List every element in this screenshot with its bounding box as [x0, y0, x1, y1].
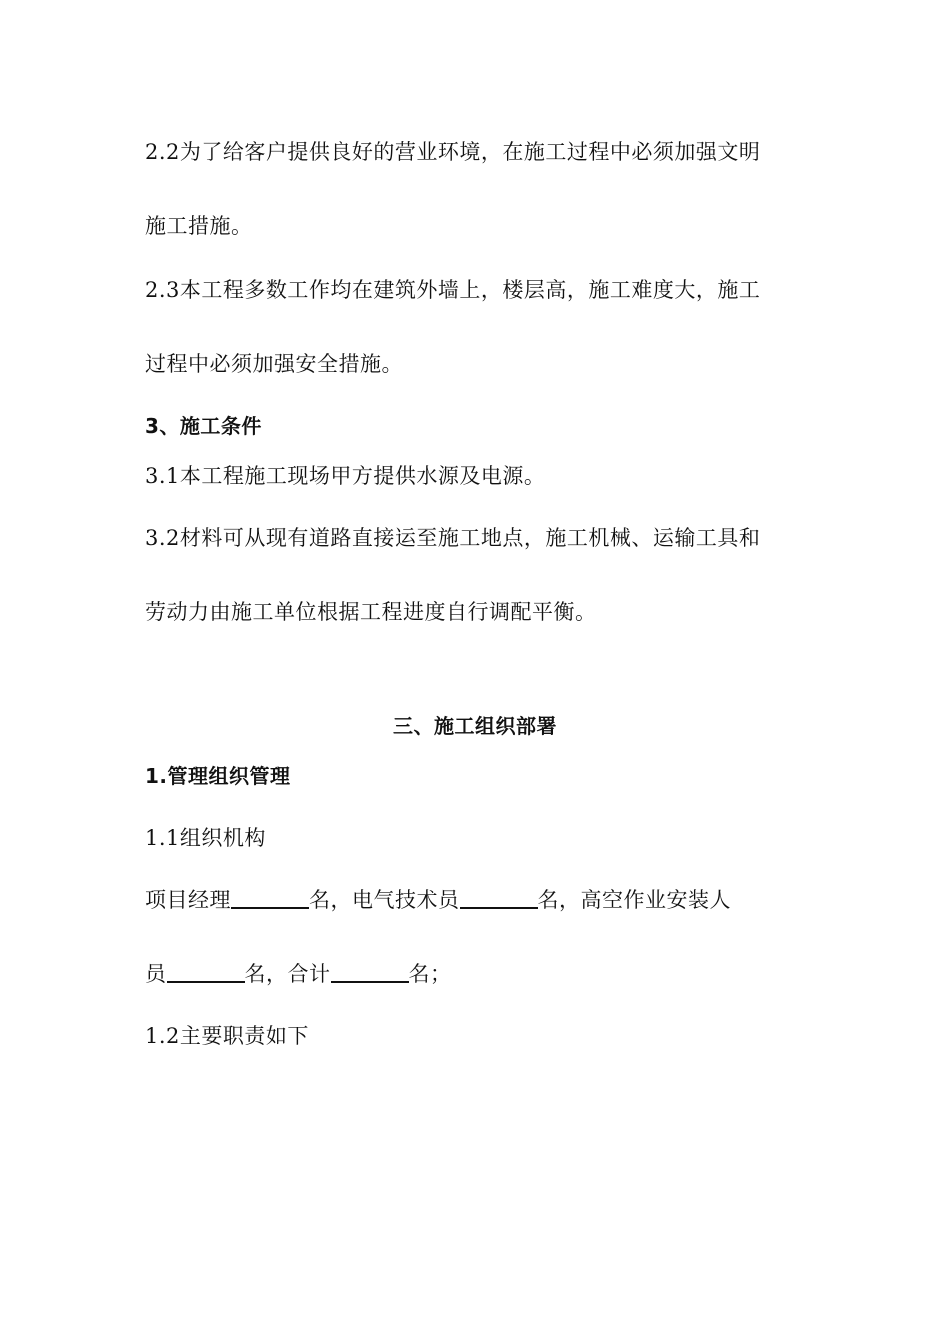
chapter-title: 三、施工组织部署: [393, 714, 557, 738]
staff-label-end: 名；: [408, 962, 452, 986]
paragraph-3-2-line-1: 3.2材料可从现有道路直接运至施工地点，施工机械、运输工具和: [145, 526, 761, 550]
section-3-heading: 3、施工条件: [145, 414, 262, 438]
staff-label-aerial-installer: 名，高空作业安装人: [537, 888, 731, 912]
staff-label-total: 名，合计: [244, 962, 331, 986]
paragraph-3-1: 3.1本工程施工现场甲方提供水源及电源。: [145, 464, 546, 488]
subsection-1-heading: 1.管理组织管理: [145, 764, 291, 788]
blank-project-manager-count: [231, 887, 309, 909]
blank-total-count: [331, 961, 409, 983]
staff-label-project-manager: 项目经理: [145, 888, 231, 912]
paragraph-2-2-line-1: 2.2为了给客户提供良好的营业环境，在施工过程中必须加强文明: [145, 140, 761, 164]
staff-line-1: [145, 886, 731, 914]
paragraph-3-2-line-2: 劳动力由施工单位根据工程进度自行调配平衡。: [145, 600, 597, 624]
blank-electrical-tech-count: [460, 887, 538, 909]
paragraph-2-3-line-1: 2.3本工程多数工作均在建筑外墙上，楼层高，施工难度大，施工: [145, 278, 761, 302]
staff-label-personnel: 员: [145, 962, 167, 986]
blank-installer-count: [167, 961, 245, 983]
paragraph-2-2-line-2: 施工措施。: [145, 214, 253, 238]
staff-label-electrical-tech: 名，电气技术员: [309, 888, 460, 912]
paragraph-2-3-line-2: 过程中必须加强安全措施。: [145, 352, 403, 376]
paragraph-1-1: 1.1组织机构: [145, 826, 266, 850]
staff-line-2: [145, 960, 452, 988]
paragraph-1-2: 1.2主要职责如下: [145, 1024, 309, 1048]
